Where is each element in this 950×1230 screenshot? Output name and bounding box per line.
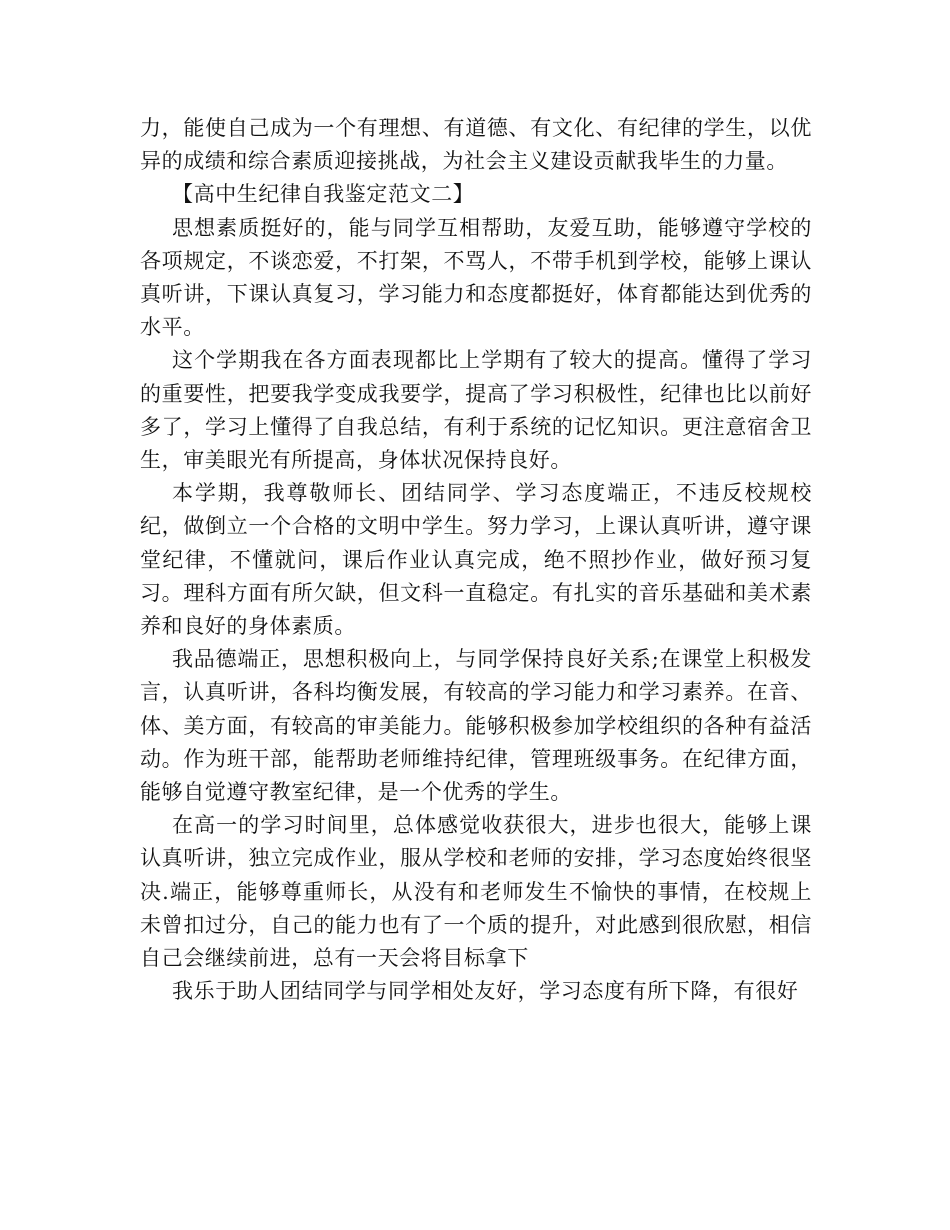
section-heading: 【高中生纪律自我鉴定范文二】 [172,182,475,207]
paragraph: 我品德端正，思想积极向上，与同学保持良好关系;在课堂上积极发言，认真听讲，各科均衡发展，有较高的学习能力和学习素养。在音、体、美方面，有较高的审美能力。能够积极参加学校组织的各种有益活动。作为班干部，能帮助老师维持纪律，管理班级事务。在纪律方面，能够自觉遵守教室纪律，是一个优秀的学生。 [140,647,812,805]
paragraph-continuation: 力，能使自己成为一个有理想、有道德、有文化、有纪律的学生，以优异的成绩和综合素质迎接挑战，为社会主义建设贡献我毕生的力量。 [140,116,812,174]
paragraph: 这个学期我在各方面表现都比上学期有了较大的提高。懂得了学习的重要性，把要我学变成我要学，提高了学习积极性，纪律也比以前好多了，学习上懂得了自我总结，有利于系统的记忆知识。更注意宿舍卫生，审美眼光有所提高，身体状况保持良好。 [140,348,812,473]
paragraph: 本学期，我尊敬师长、团结同学、学习态度端正，不违反校规校纪，做倒立一个合格的文明中学生。努力学习，上课认真听讲，遵守课堂纪律，不懂就问，课后作业认真完成，绝不照抄作业，做好预习复习。理科方面有所欠缺，但文科一直稳定。有扎实的音乐基础和美术素养和良好的身体素质。 [140,481,812,639]
paragraph: 我乐于助人团结同学与同学相处友好，学习态度有所下降，有很好 [172,979,799,1004]
paragraph: 思想素质挺好的，能与同学互相帮助，友爱互助，能够遵守学校的各项规定，不谈恋爱，不打架，不骂人，不带手机到学校，能够上课认真听讲，下课认真复习，学习能力和态度都挺好，体育都能达到优秀的水平。 [140,215,812,340]
paragraph: 在高一的学习时间里，总体感觉收获很大，进步也很大，能够上课认真听讲，独立完成作业，服从学校和老师的安排，学习态度始终很坚决.端正，能够尊重师长，从没有和老师发生不愉快的事情，在校规上未曾扣过分，自己的能力也有了一个质的提升，对此感到很欣慰，相信自己会继续前进，总有一天会将目标拿下 [140,813,812,971]
document-body [140,112,812,1008]
